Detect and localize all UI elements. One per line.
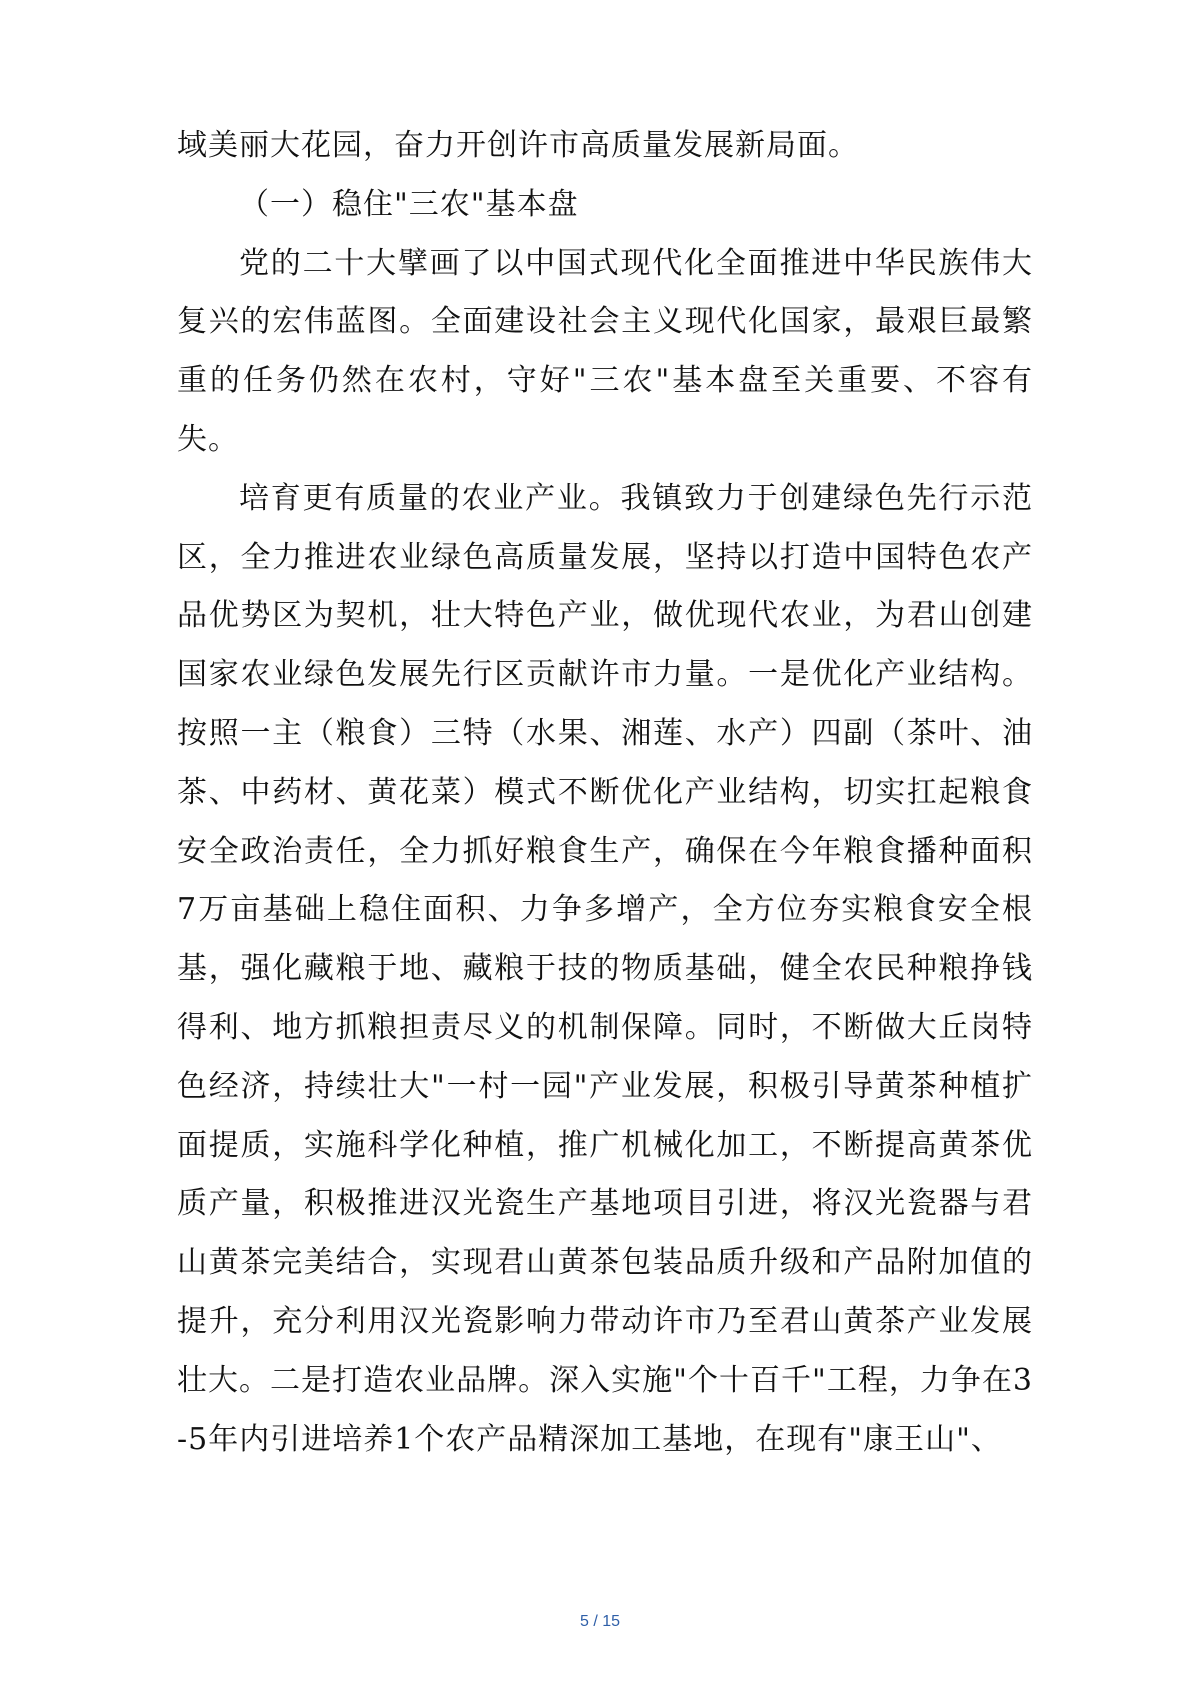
document-body	[177, 117, 1033, 1469]
page-number: 5 / 15	[579, 1613, 621, 1630]
paragraph: 培育更有质量的农业产业。我镇致力于创建绿色先行示范区，全力推进农业绿色高质量发展，坚持以打造中国特色农产品优势区为契机，壮大特色产业，做优现代农业，为君山创建国家农业绿色发展先行区贡献许市力量。一是优化产业结构。按照一主（粮食）三特（水果、湘莲、水产）四副（茶叶、油茶、中药材、黄花菜）模式不断优化产业结构，切实扛起粮食安全政治责任，全力抓好粮食生产，确保在今年粮食播种面积7万亩基础上稳住面积、力争多增产，全方位夯实粮食安全根基，强化藏粮于地、藏粮于技的物质基础，健全农民种粮挣钱得利、地方抓粮担责尽义的机制保障。同时，不断做大丘岗特色经济，持续壮大"一村一园"产业发展，积极引导黄茶种植扩面提质，实施科学化种植，推广机械化加工，不断提高黄茶优质产量，积极推进汉光瓷生产基地项目引进，将汉光瓷器与君山黄茶完美结合，实现君山黄茶包装品质升级和产品附加值的提升，充分利用汉光瓷影响力带动许市乃至君山黄茶产业发展壮大。二是打造农业品牌。深入实施"个十百千"工程，力争在3-5年内引进培养1个农产品精深加工基地，在现有"康王山"、	[177, 480, 1033, 1457]
section-heading: （一）稳住"三农"基本盘	[239, 186, 579, 222]
paragraph-continuation: 域美丽大花园，奋力开创许市高质量发展新局面。	[177, 128, 859, 163]
paragraph: 党的二十大擘画了以中国式现代化全面推进中华民族伟大复兴的宏伟蓝图。全面建设社会主义现代化国家，最艰巨最繁重的任务仍然在农村，守好"三农"基本盘至关重要、不容有失。	[177, 245, 1033, 457]
